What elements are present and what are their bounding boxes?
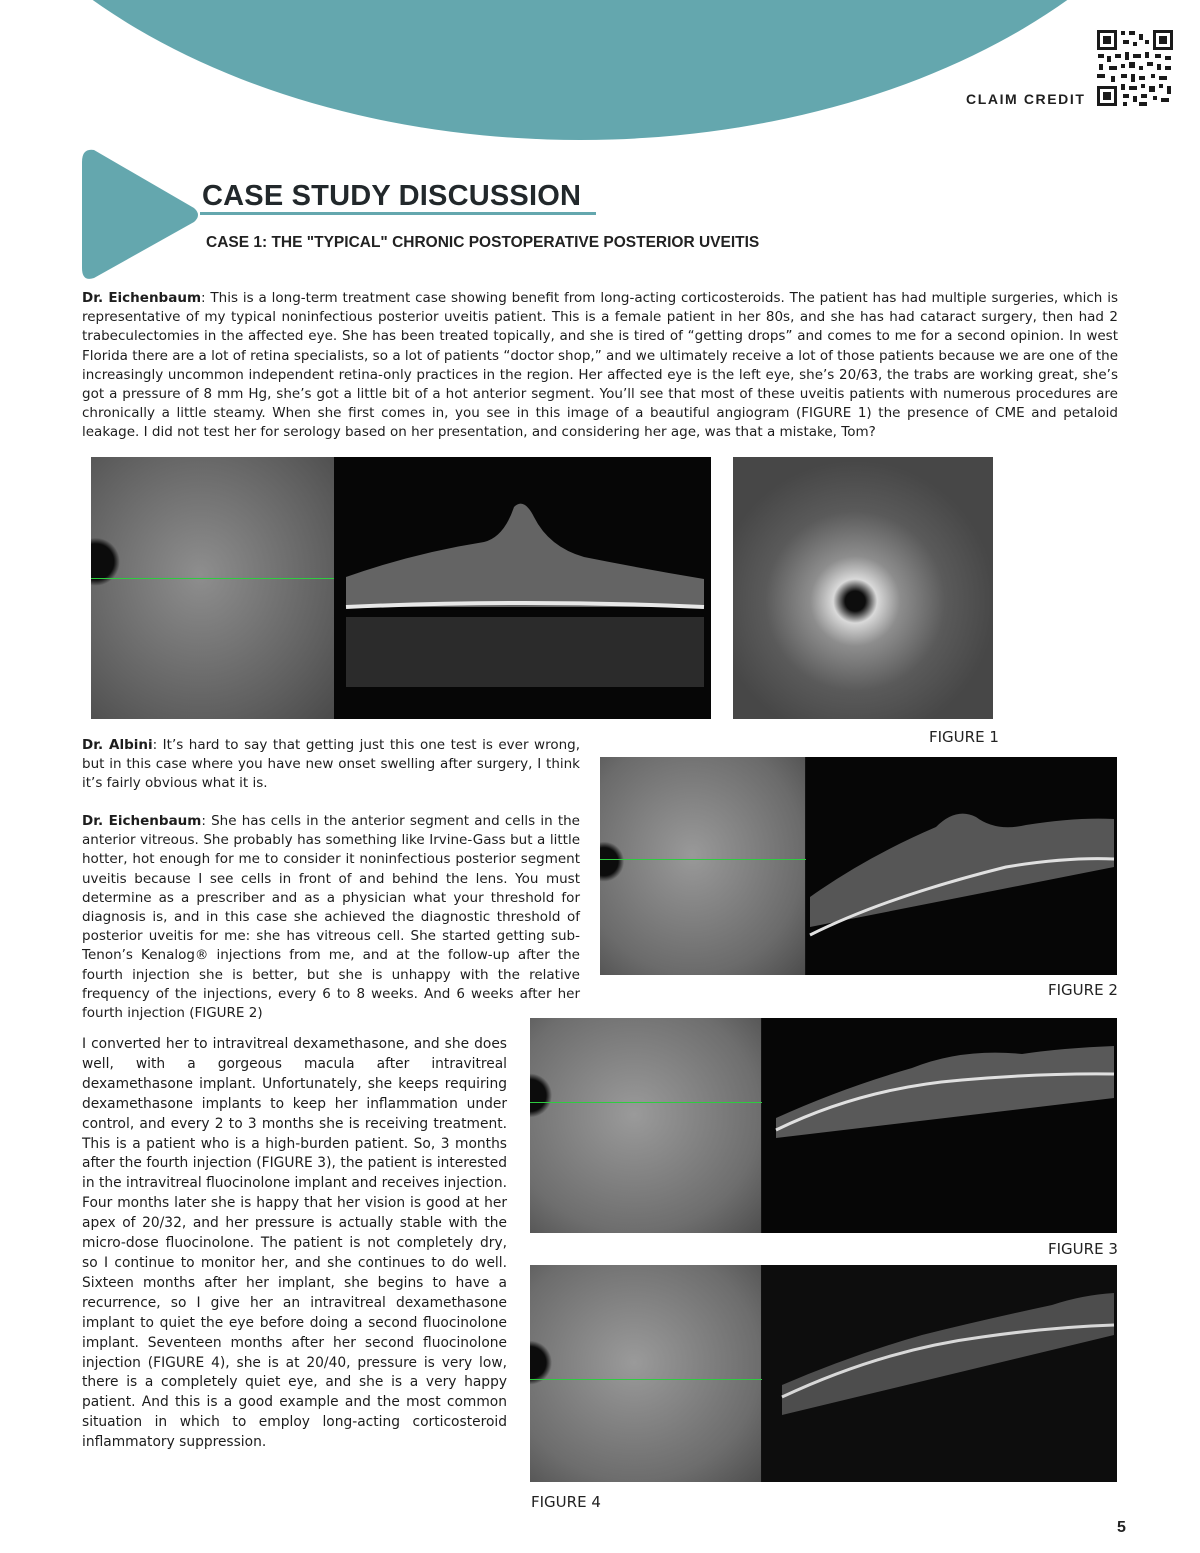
qr-code-icon[interactable] — [1095, 28, 1175, 108]
figure-3-caption: FIGURE 3 — [1048, 1240, 1118, 1258]
paragraph-eichenbaum-2 — [82, 812, 580, 1023]
figure-3-oct-image — [530, 1018, 1117, 1233]
header-teal-arc — [0, 0, 1200, 140]
oct-scan-graphic — [762, 1265, 1117, 1482]
paragraph-albini — [82, 736, 580, 794]
speaker-name: Dr. Eichenbaum — [82, 813, 202, 829]
paragraph-text: : It’s hard to say that getting just this one test is ever wrong, but in this case where you have new onset swelling after surgery, I think it’s fairly obvious what it is. — [82, 737, 581, 792]
page-title: CASE STUDY DISCUSSION — [202, 180, 582, 212]
speaker-name: Dr. Albini — [82, 737, 153, 753]
figure-4-caption: FIGURE 4 — [531, 1493, 601, 1511]
paragraph-text: : She has cells in the anterior segment and cells in the anterior vitreous. She probably has something like Irvine-Gass but a little hotter, hot enough for me to consider it noninfectious posterior segment uveitis because I see cells in front of and behind the lens. You must determine as a prescriber and as a physician what your threshold for diagnosis is, and in this case she achieved the diagnostic threshold of posterior uveitis for me: she has vitreous cell. She started getting sub-Tenon’s Kenalog® injections from me, and at the follow-up after the fourth injection she is better, but she is unhappy with the relative frequency of the injections, every 6 to 8 weeks. And 6 weeks after her fourth injection (FIGURE 2) — [82, 813, 580, 1022]
speaker-name: Dr. Eichenbaum — [82, 290, 202, 306]
oct-scan-graphic — [334, 457, 711, 719]
paragraph-text: : This is a long-term treatment case showing benefit from long-acting corticosteroids. The patient has had multiple surgeries, which is representative of my typical noninfectious posterior uveitis patient. This is a female patient in her 80s, and she has had cataract surgery, then had 2 trabeculectomies in the affected eye. She has been treated topically, and she is tired of “getting drops” and comes to me for a second opinion. In west Florida there are a lot of retina specialists, so a lot of patients “doctor shop,” and we ultimately receive a lot of those patients because we are one of the increasingly uncommon independent retina-only practices in the region. Her affected eye is the left eye, she’s 20/63, the trabs are working great, she’s got a pressure of 8 mm Hg, she’s got a little bit of a hot anterior segment. You’ll see that most of these uveitis patients with numerous procedures are chronically a little steamy. When she first comes in, you see in this image of a beautiful angiogram (FIGURE 1) the presence of CME and petaloid leakage. I did not test her for serology based on her presentation, and considering her age, was that a mistake, Tom? — [82, 290, 1118, 441]
case-subtitle: CASE 1: THE "TYPICAL" CHRONIC POSTOPERATIVE POSTERIOR UVEITIS — [206, 234, 760, 251]
paragraph-text: I converted her to intravitreal dexamethasone, and she does well, with a gorgeous macula after intravitreal dexamethasone implant. Unfortunately, she keeps requiring dexamethasone implants to keep her inflammation under control, and every 2 to 3 months she is receiving treatment. This is a patient who is a high-burden patient. So, 3 months after the fourth injection (FIGURE 3), the patient is interested in the intravitreal fluocinolone implant and receives injection. Four months later she is happy that her vision is good at her apex of 20/32, and her pressure is actually stable with the micro-dose fluocinolone. The patient is not completely dry, so I continue to monitor her, and she continues to do well. Sixteen months after her implant, she begins to have a recurrence, so I give her an intravitreal dexamethasone implant to quiet the eye before doing a second fluocinolone implant. Seventeen months after her second fluocinolone injection (FIGURE 4), she is at 20/40, pressure is very low, there is a completely quiet eye, and she is a very happy patient. And this is a good example and the most common situation in which to employ long-acting corticosteroid inflammatory suppression. — [82, 1036, 507, 1451]
oct-scan-graphic — [762, 1018, 1117, 1233]
figure-2-caption: FIGURE 2 — [1048, 981, 1118, 999]
paragraph-eichenbaum-3 — [82, 1035, 507, 1453]
figure-4-oct-image — [530, 1265, 1117, 1482]
figure-1-oct-image — [91, 457, 711, 719]
page-number: 5 — [1117, 1519, 1126, 1536]
claim-credit-label[interactable]: CLAIM CREDIT — [966, 91, 1086, 107]
oct-scan-graphic — [806, 757, 1117, 975]
figure-1-angiogram-image — [733, 457, 993, 719]
figure-2-oct-image — [600, 757, 1117, 975]
title-underline — [200, 212, 596, 215]
paragraph-intro — [82, 289, 1118, 443]
play-triangle-icon — [80, 148, 202, 282]
figure-1-caption: FIGURE 1 — [929, 728, 999, 746]
